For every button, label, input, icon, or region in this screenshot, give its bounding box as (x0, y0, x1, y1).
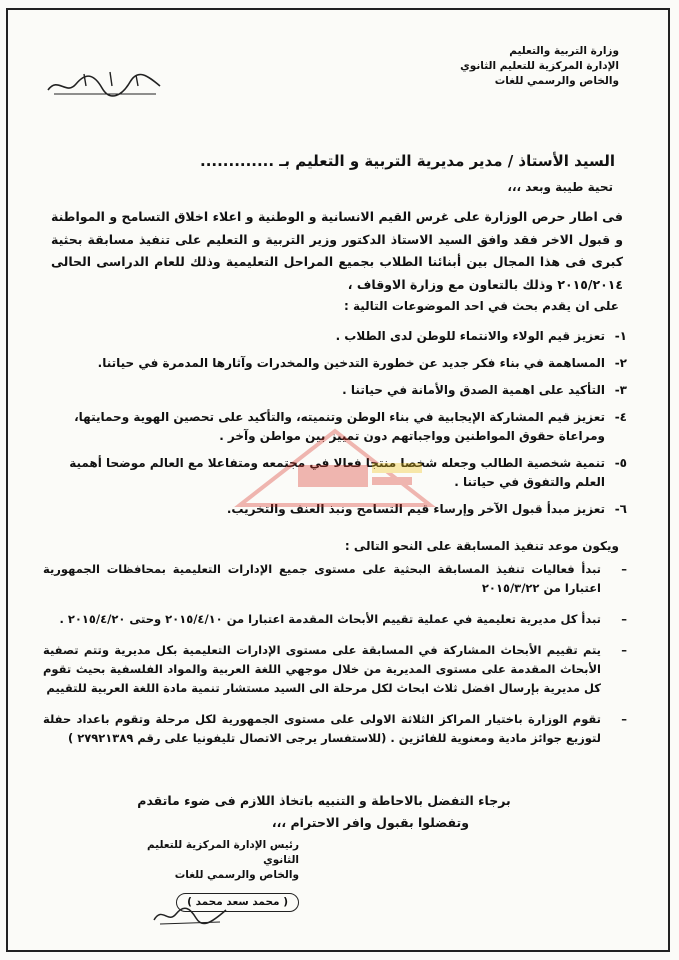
schedule-item (43, 560, 627, 598)
dash-bullet-icon: – (621, 562, 627, 576)
watermark-logo (220, 425, 450, 515)
signatory-name: ( محمد سعد محمد ) (176, 893, 299, 912)
topic-text: المساهمة في بناء فكر جديد عن خطورة التدخين والمخدرات وآثارها المدمرة في حياتنا. (97, 356, 605, 370)
schedule-text: تقوم الوزارة باختيار المراكز الثلاثة الاولى على مستوى الجمهورية لكل مرحلة وتقوم باعداد حفلة لتوزيع جوائز مادية ومعنوية للفائزين . (للاستفسار يرجى الاتصال تليفونيا على رقم ٢٧٩٢١٣٨٩ ) (43, 712, 601, 745)
letterhead-line: وزارة التربية والتعليم (509, 45, 619, 57)
schedule-text: تبدأ فعاليات تنفيذ المسابقة البحثية على مستوى جميع الإدارات التعليمية بمحافظات الجمهورية اعتبارا من ٢٠١٥/٣/٢٢ (43, 562, 601, 595)
topic-text: تنمية شخصية الطالب وجعله شخصا منتجا فعالا في مجتمعه ومتفاعلا مع العالم موضحا أهمية العلم والتفوق في حياتنا . (69, 456, 605, 489)
schedule-item (43, 641, 627, 698)
topic-number: ٥- (614, 456, 627, 470)
topic-number: ٤- (614, 410, 627, 424)
dash-bullet-icon: – (621, 643, 627, 657)
topic-item (43, 327, 627, 346)
letterhead-line: والخاص والرسمي للغات (494, 75, 619, 87)
addressee: السيد الأستاذ / مدير مديرية التربية و التعليم بـ ............. (200, 152, 615, 170)
handwritten-signature (150, 902, 230, 928)
topic-text: تعزيز قيم الولاء والانتماء للوطن لدى الطلاب . (335, 329, 605, 343)
topic-text: التأكيد على اهمية الصدق والأمانة في حياتنا . (342, 383, 605, 397)
topic-number: ٣- (614, 383, 627, 397)
dash-bullet-icon: – (621, 712, 627, 726)
signature-title: والخاص والرسمي للغات (174, 869, 299, 881)
closing-block (89, 790, 559, 834)
signature-block (119, 838, 299, 912)
ministry-calligraphy-logo (44, 66, 164, 100)
schedule-text: تبدأ كل مديرية تعليمية في عملية تقييم الأبحاث المقدمة اعتبارا من ٢٠١٥/٤/١٠ وحتى ٢٠١٥/٤/٢٠ . (59, 612, 601, 626)
schedule-list (43, 560, 627, 760)
topic-item (43, 381, 627, 400)
topic-text: تعزيز قيم المشاركة الإيجابية في بناء الوطن وتنميته، والتأكيد على تحصين الهوية وحمايتها، ومراعاة حقوق المواطنين وواجباتهم دون تمييز بين مواطن وآخر . (74, 410, 605, 443)
schedule-intro: ويكون موعد تنفيذ المسابقة على النحو التالى : (344, 539, 619, 553)
schedule-text: يتم تقييم الأبحاث المشاركة في المسابقة على مستوى الإدارات التعليمية بكل مديرية وتتم تصفية الأبحاث المقدمة على مستوى المديرية من خلال موجهي اللغة العربية والمواد الفلسفية بحيث تقوم كل مديرية بإرسال افضل ثلاث ابحاث لكل مرحلة الى السيد مستشار تنمية مادة اللغة العربية للتقييم (43, 643, 601, 695)
signature-title: رئيس الإدارة المركزية للتعليم الثانوي (146, 839, 299, 866)
schedule-item (43, 610, 627, 629)
topic-number: ٢- (614, 356, 627, 370)
topic-number: ١- (614, 329, 627, 343)
topic-text: تعزيز مبدأ قبول الآخر وإرساء قيم التسامح ونبذ العنف والتخريب. (226, 502, 605, 516)
letterhead (359, 44, 619, 89)
schedule-item (43, 710, 627, 748)
closing-line: وتفضلوا بقبول وافر الاحترام ،،، (271, 815, 469, 830)
intro-paragraph: فى اطار حرص الوزارة على غرس القيم الانسانية و الوطنية و اعلاء اخلاق التسامح و المواطنة و قبول الاخر فقد وافق السيد الاستاذ الدكتور وزير التربية و التعليم على تنفيذ مسابقة بحثية كبرى فى هذا المجال بين أبنائنا الطلاب بجميع المراحل التعليمية وذلك للعام الدراسى الحالى ٢٠١٥/٢٠١٤ وذلك بالتعاون مع وزارة الاوقاف ، (51, 209, 623, 292)
closing-line: برجاء التفضل بالاحاطة و التنبيه باتخاذ اللازم فى ضوء ماتقدم (137, 793, 511, 808)
dash-bullet-icon: – (621, 612, 627, 626)
greeting: تحية طيبة وبعد ،،، (507, 180, 613, 194)
topic-number: ٦- (614, 502, 627, 516)
topic-item (43, 354, 627, 373)
topics-intro: على ان يقدم بحث في احد الموضوعات التالية : (343, 299, 619, 313)
letterhead-line: الإدارة المركزية للتعليم الثانوي (460, 60, 619, 72)
